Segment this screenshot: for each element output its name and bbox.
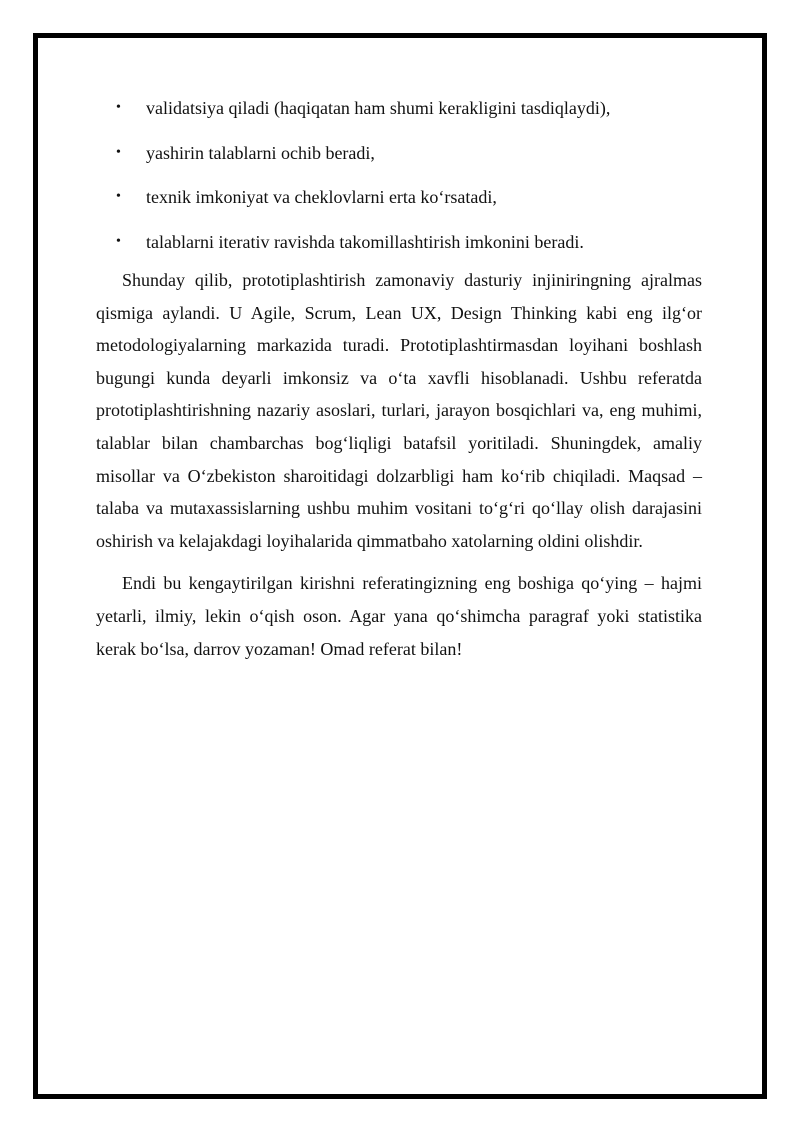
document-body [96,92,702,665]
list-item-text: validatsiya qiladi (haqiqatan ham shumi kerakligini tasdiqlaydi), [146,98,611,118]
list-item-text: talablarni iterativ ravishda takomillashtirish imkonini beradi. [146,231,584,252]
body-paragraph: Shunday qilib, prototiplashtirish zamonaviy dasturiy injiniringning ajralmas qismiga aylandi. U Agile, Scrum, Lean UX, Design Thinking kabi eng ilg‘or metodologiyalarning markazida turadi. Prototiplashtirmasdan loyihani boshlash bugungi kunda deyarli imkonsiz va o‘ta xavfli hisoblanadi. Ushbu referatda prototiplashtirishning nazariy asoslari, turlari, jarayon bosqichlari va, eng muhimi, talablar bilan chambarchas bog‘liqligi batafsil yoritiladi. Shuningdek, amaliy misollar va O‘zbekiston sharoitidagi dolzarbligi ham ko‘rib chiqiladi. Maqsad – talaba va mutaxassislarning ushbu muhim vositani to‘g‘ri qo‘llay olish darajasini oshirish va kelajakdagi loyihalarida qimmatbaho xatolarning oldini olishdir. [96,270,702,551]
list-item-text: texnik imkoniyat va cheklovlarni erta ko‘rsatadi, [146,187,497,207]
list-item [96,92,702,137]
list-item [96,226,702,271]
bullet-icon: • [116,233,121,249]
body-paragraph: Endi bu kengaytirilgan kirishni referatingizning eng boshiga qo‘ying – hajmi yetarli, ilmiy, lekin o‘qish oson. Agar yana qo‘shimcha paragraf yoki statistika kerak bo‘lsa, darrov yozaman! Omad referat bilan! [96,573,702,659]
bullet-icon: • [116,100,121,115]
bullet-icon: • [116,144,121,160]
bullet-icon: • [116,189,121,204]
list-item-text: yashirin talablarni ochib beradi, [146,142,375,163]
list-item [96,137,702,182]
list-item [96,181,702,226]
bullet-list [96,92,702,270]
